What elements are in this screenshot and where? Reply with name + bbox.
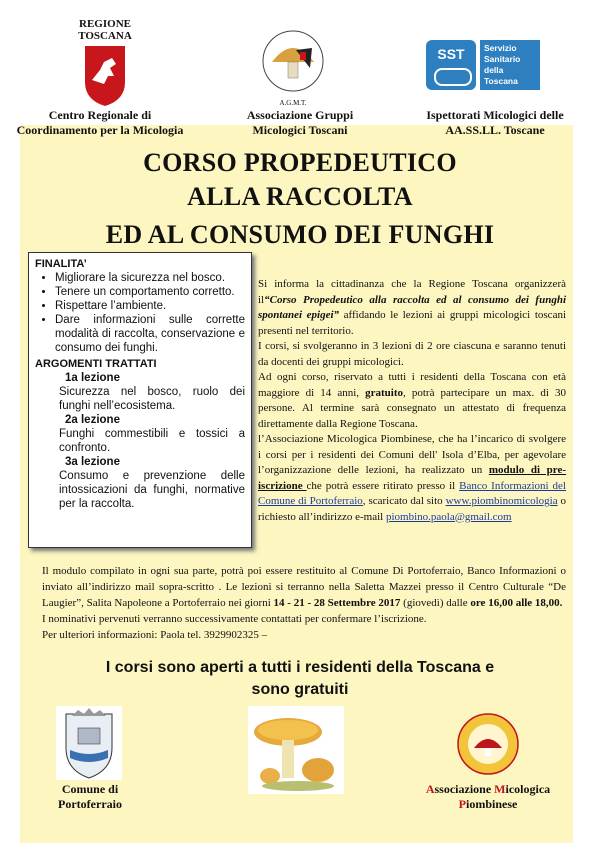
info-paragraph-2: I corsi, si svolgeranno in 3 lezioni di 2 ore ciascuna e saranno tenuti da docenti dei gruppi micologici. [258, 340, 566, 368]
bottom-paragraph-3: Per ulteriori informazioni: Paola tel. 3929902325 – [42, 629, 268, 641]
sst-hands-icon [434, 68, 472, 86]
lesson-1 [35, 371, 245, 413]
caption-agmt [210, 108, 390, 138]
text-span: o richiesto all’indirizzo e-mail [258, 495, 567, 523]
amp-logo-icon [448, 712, 528, 776]
pegasus-shield-icon [60, 42, 150, 108]
agmt-logo [260, 28, 326, 107]
title-line-2: ALLA RACCOLTA [187, 182, 413, 211]
lesson-text: Sicurezza nel bosco, ruolo dei funghi nell’ecosistema. [59, 386, 245, 412]
title-line-1: CORSO PROPEDEUTICO [143, 148, 457, 177]
caption-comune [40, 782, 140, 812]
text-span: l’Associazione Micologica Piombinese, che ha l’incarico di svolgere i corsi per i residenti dei Comuni dell' Isola d’Elba, per agevolare l’organizzazione delle lezioni, ha realizzato un [258, 433, 566, 476]
caption-centro-regionale [6, 108, 194, 138]
gratuito-label: gratuito [365, 386, 404, 399]
finalita-header: FINALITA’ [35, 258, 87, 270]
caption-rest-1b: icologica [505, 782, 551, 796]
sst-badge-text: SST [437, 46, 465, 62]
title-line-3: ED AL CONSUMO DEI FUNGHI [105, 220, 495, 249]
info-text [258, 277, 566, 525]
text-span: Si informa la cittadinanza che la Regione Toscana organizzerà il [258, 278, 566, 306]
text-span: Ad ogni corso, riservato a tutti i residenti della Toscana con età maggiore di 14 anni, [258, 371, 566, 399]
email-link[interactable]: piombino.paola@gmail.com [385, 510, 512, 523]
course-hours: ore 16,00 alle 18,00. [470, 597, 563, 609]
caption-rest-1: ssociazione [434, 782, 495, 796]
finalita-item: • Tenere un comportamento corretto. [55, 285, 245, 299]
lesson-title: 3a lezione [65, 456, 120, 468]
portoferraio-crest-icon [56, 706, 122, 780]
text-span: , potrà partecipare un max. di 30 persone. Al termine sarà consegnato un attestato di frequenza direttamente dalla Regione Toscana. [258, 386, 566, 430]
caption-line: Comune di [61, 782, 119, 796]
caption-line: Associazione Gruppi [246, 108, 354, 122]
finalita-box [28, 252, 252, 548]
text-span: Il modulo compilato in ogni sua parte, potrà poi essere restituito al Comune Di Portoferraio, Banco Informazioni o inviato all’indirizzo mail sopra-scritto . Le lezioni si terranno nella Saletta Mazzei presso il Centro Culturale “De Laugier”, Salita Napoleone a Portoferraio nei giorni [42, 565, 566, 609]
modulo-link[interactable]: modulo di pre-iscrizione [258, 464, 566, 492]
finalita-item: • Dare informazioni sulle corrette modalità di raccolta, conservazione e consumo dei funghi. [55, 313, 245, 355]
mushrooms-illustration [248, 706, 344, 794]
regione-logo-line-1: REGIONE [79, 18, 131, 30]
bottom-info-text [42, 563, 566, 643]
mushroom-icon [248, 706, 344, 794]
sst-text-line: Toscana [484, 76, 518, 86]
text-span: (giovedì) dalle [400, 597, 471, 609]
course-name: “Corso Propedeutico alla raccolta ed al consumo dei funghi spontanei epigei” [258, 293, 566, 321]
caption-line: Coordinamento per la Micologia [16, 123, 184, 137]
agmt-mushroom-icon [260, 28, 326, 94]
caption-line: Ispettorati Micologici delle [426, 108, 564, 122]
sst-text-block [480, 40, 540, 90]
initial-m: M [494, 782, 506, 796]
highlight-line-2: sono gratuiti [251, 681, 349, 698]
course-dates: 14 - 21 - 28 Settembre 2017 [273, 597, 401, 609]
text-span: affidando le lezioni ai gruppi micologici toscani presenti nel territorio. [258, 309, 567, 337]
agmt-logo-text: A.G.M.T. [279, 99, 307, 107]
lesson-title: 1a lezione [65, 372, 120, 384]
sst-text-line: della [484, 65, 504, 75]
lesson-title: 2a lezione [65, 414, 120, 426]
caption-ispettorati [400, 108, 590, 138]
regione-logo-line-2: TOSCANA [78, 30, 132, 42]
sst-badge-icon [426, 40, 476, 90]
bottom-paragraph-1 [42, 563, 566, 611]
caption-line: Micologici Toscani [252, 123, 348, 137]
info-paragraph-3 [258, 370, 566, 432]
lesson-text: Funghi commestibili e tossici a confronto. [59, 428, 245, 454]
sst-text-line: Sanitario [484, 54, 521, 64]
lesson-text: Consumo e prevenzione delle intossicazioni da funghi, normative per la raccolta. [59, 470, 245, 510]
lesson-2 [35, 413, 245, 455]
caption-line: AA.SS.LL. Toscane [445, 123, 545, 137]
comune-portoferraio-logo [56, 706, 122, 780]
info-paragraph-4 [258, 432, 566, 525]
info-paragraph-1 [258, 277, 566, 339]
initial-p: P [458, 797, 466, 811]
highlight-line-1: I corsi sono aperti a tutti i residenti della Toscana e [105, 659, 495, 676]
caption-line: Portoferraio [58, 797, 122, 811]
finalita-item: • Rispettare l’ambiente. [55, 299, 245, 313]
sst-logo [426, 40, 542, 96]
finalita-item: • Migliorare la sicurezza nel bosco. [55, 271, 245, 285]
argomenti-header: ARGOMENTI TRATTATI [35, 358, 157, 370]
finalita-list [35, 271, 245, 355]
sst-text-line: Servizio [484, 43, 517, 53]
regione-toscana-logo [60, 18, 150, 110]
banco-informazioni-link[interactable]: Banco Informazioni del Comune di Portoferraio [258, 479, 566, 507]
caption-amp [410, 782, 566, 812]
text-span: , scaricato dal sito [362, 495, 446, 507]
caption-line [410, 797, 566, 812]
amp-logo [448, 712, 528, 776]
bottom-paragraph-2: I nominativi pervenuti verranno successivamente contattati per confermare l’iscrizione. [42, 613, 427, 625]
caption-rest-2: iombinese [466, 797, 518, 811]
caption-line: Centro Regionale di [48, 108, 152, 122]
text-span: che potrà essere ritirato presso il [306, 479, 460, 492]
lesson-3 [35, 455, 245, 511]
initial-a: A [425, 782, 435, 796]
caption-line [410, 782, 566, 797]
website-link[interactable]: www.piombinomicologia [445, 495, 558, 507]
